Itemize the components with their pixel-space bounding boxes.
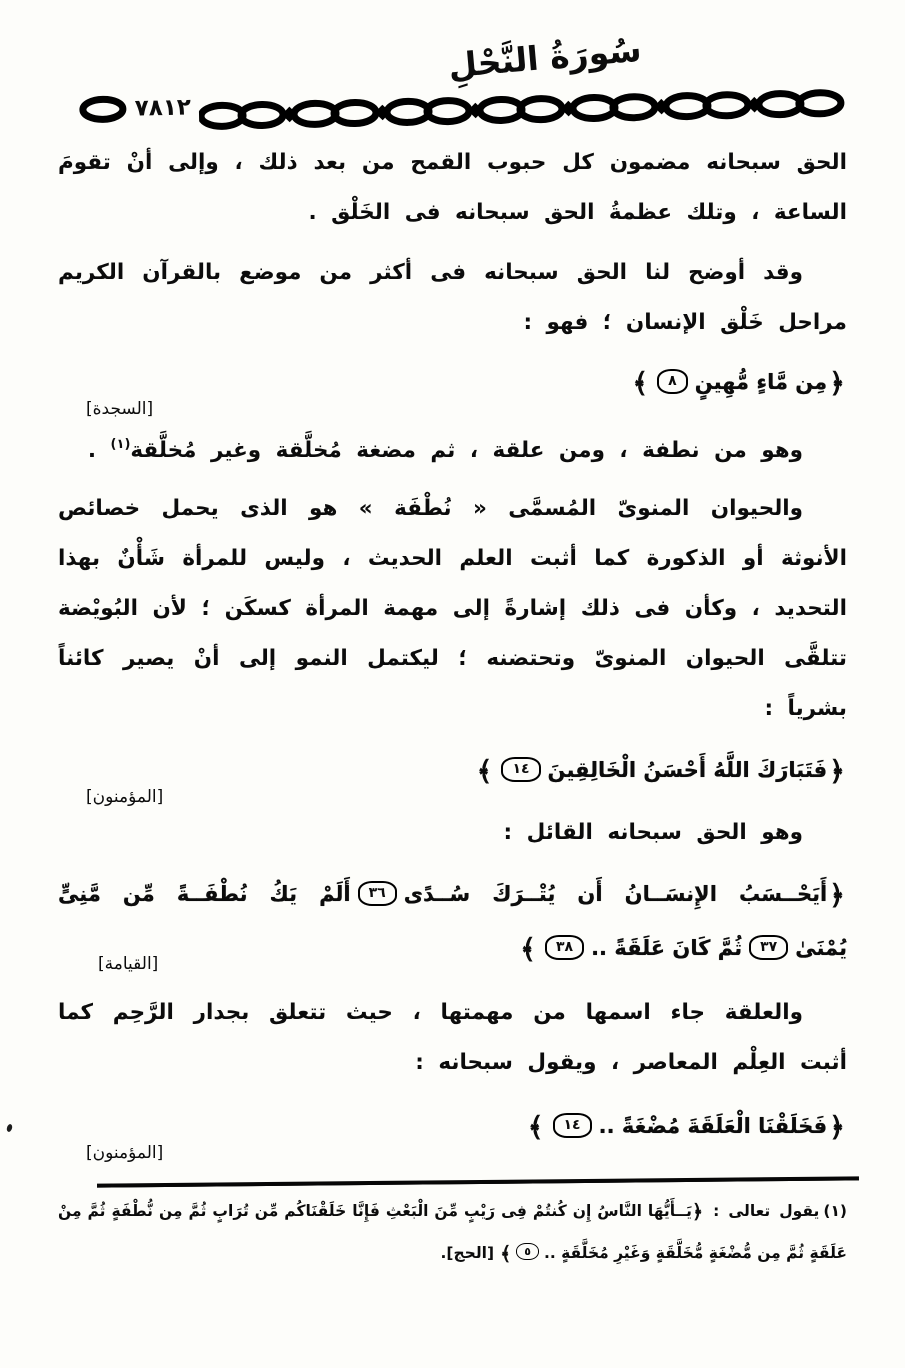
- verse-number-badge: ١٤: [501, 757, 540, 782]
- verse-text: أَيَحْــسَبُ الإِنسَــانُ أَن يُتْــرَكَ سُــدًى: [403, 882, 828, 906]
- verse-number-badge: ٣٨: [545, 935, 584, 960]
- quran-verse-muminun: [58, 744, 847, 807]
- verse-text: أَلَمْ يَكُ نُطْفَــةً مِّن مَّنِىٍّ: [58, 882, 351, 906]
- footnote-ref-marker: (١): [110, 437, 131, 452]
- footnote-source-ref: [الحج]: [446, 1244, 495, 1262]
- quran-verse-sajda: [58, 356, 847, 419]
- chain-end-link-ornament: [78, 94, 127, 125]
- paragraph: والعلقة جاء اسمها من مهمتها ، حيث تتعلق بجدار الرَّحِم كما أثبت العِلْم المعاصر ، ويقول سبحانه :: [58, 1000, 847, 1075]
- verse-number-badge: ٣٦: [358, 881, 397, 906]
- margin-surah-ref: [القيامة]: [98, 954, 159, 974]
- verse-text: مِن مَّاءٍ مُّهِينٍ: [694, 370, 828, 394]
- footnote-marker: (١): [823, 1202, 847, 1220]
- verse-number-badge: ١٤: [553, 1113, 592, 1138]
- quran-verse-muminun-2: [58, 1100, 847, 1163]
- footnote-line: [58, 1233, 847, 1275]
- page-number: ٧٨١٢: [134, 94, 192, 122]
- quran-verse-qiyama: [58, 868, 847, 976]
- verse-number-badge: ٣٧: [749, 935, 788, 960]
- paragraph: الحق سبحانه مضمون كل حبوب القمح من بعد ذلك ، وإلى أنْ تقومَ الساعة ، وتلك عظمةُ الحق سبحانه فى الخَلْق .: [58, 150, 847, 225]
- footnote-verse-number-badge: ٥: [516, 1243, 539, 1260]
- paragraph-tail: .: [87, 438, 111, 463]
- footnote: [58, 1191, 847, 1275]
- page-body: [58, 138, 847, 1163]
- footnote-divider: [97, 1176, 859, 1187]
- verse-closing-ornament: ﴾: [520, 934, 536, 965]
- paragraph: وهو الحق سبحانه القائل :: [503, 820, 803, 845]
- margin-surah-ref: [السجدة]: [86, 399, 154, 419]
- verse-line: [58, 868, 847, 922]
- verse-text: فَخَلَقْنَا الْعَلَقَةَ مُضْغَةً ..: [598, 1114, 828, 1138]
- paragraph: والحيوان المنوىّ المُسمَّى « نُطْفَة » هو الذى يحمل خصائص الأنوثة أو الذكورة كما أثبت العلم الحديث ، وليس للمرأة شَأْنٌ بهذا التحديد ، وكأن فى ذلك إشارةً إلى مهمة المرأة كسكَن ؛ لأن البُويْضة تتلقَّى الحيوان المنوىّ وتحتضنه ؛ ليكتمل النمو إلى أنْ يصير كائناً بشرياً :: [58, 496, 847, 721]
- footnote-tail: .: [440, 1244, 447, 1262]
- margin-surah-ref: [المؤمنون]: [86, 1143, 164, 1163]
- paragraph: وقد أوضح لنا الحق سبحانه فى أكثر من موضع بالقرآن الكريم مراحل خَلْق الإنسان ؛ فهو :: [58, 260, 847, 335]
- verse-opening-ornament: ﴿: [829, 1112, 845, 1143]
- header: [58, 20, 847, 94]
- verse-opening-ornament: ﴿: [692, 1201, 704, 1223]
- surah-title-calligraphy: سُورَةُ النَّحْلِ: [446, 29, 643, 85]
- verse-text: ثُمَّ كَانَ عَلَقَةً ..: [591, 936, 743, 960]
- margin-surah-ref: [المؤمنون]: [86, 787, 164, 807]
- verse-opening-ornament: ﴿: [829, 880, 845, 911]
- footnote-intro: يقول تعالى :: [713, 1202, 820, 1220]
- paragraph-text: وهو من نطفة ، ومن علقة ، ثم مضغة مُخلَّقة وغير مُخلَّقة: [130, 438, 803, 463]
- paragraph: [58, 420, 847, 476]
- verse-text: يُمْنَىٰ: [795, 936, 847, 960]
- footnote-verse-text: عَلَقَةٍ ثُمَّ مِن مُّضْغَةٍ مُّخَلَّقَةٍ وَغَيْرِ مُخَلَّقَةٍ ..: [543, 1244, 847, 1262]
- verse-opening-ornament: ﴿: [829, 756, 845, 787]
- footnote-line: [58, 1191, 847, 1233]
- verse-number-badge: ٨: [657, 369, 688, 394]
- verse-closing-ornament: ﴾: [527, 1112, 544, 1143]
- verse-text: فَتَبَارَكَ اللَّهُ أَحْسَنُ الْخَالِقِينَ: [547, 758, 828, 782]
- verse-closing-ornament: ﴾: [632, 368, 649, 399]
- verse-closing-ornament: ﴾: [500, 1243, 512, 1265]
- verse-line: [58, 922, 847, 976]
- verse-opening-ornament: ﴿: [829, 368, 845, 399]
- verse-closing-ornament: ﴾: [476, 756, 493, 787]
- ink-speck: [6, 1123, 13, 1132]
- footnote-verse-text: يَــأَيُّهَا النَّاسُ إِن كُنتُمْ فِى رَيْبٍ مِّنَ الْبَعْثِ فَإِنَّا خَلَقْنَاكُم مِّن تُرَابٍ ثُمَّ مِن نُّطْفَةٍ ثُمَّ مِنْ: [58, 1202, 692, 1220]
